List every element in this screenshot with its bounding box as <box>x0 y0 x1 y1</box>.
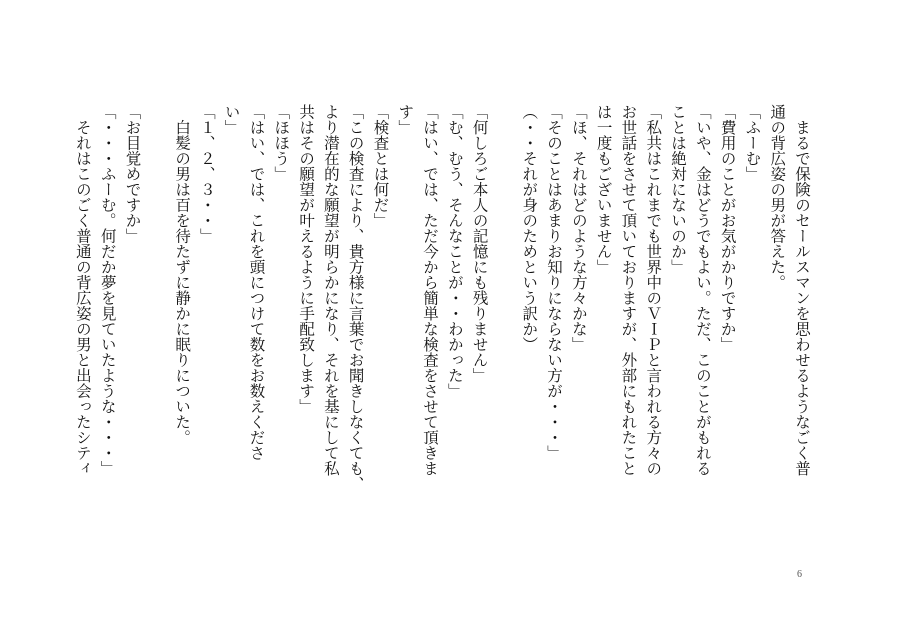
text-line: 「そのことはあまりお知りにならない方が・・・」 <box>545 104 564 461</box>
text-line: 「はい、では、これを頭につけて数をお数えくださ <box>247 104 266 461</box>
text-line: 通の背広姿の男が答えた。 <box>768 104 787 290</box>
vertical-text-block <box>70 104 814 574</box>
text-line: 「検査とは何だ」 <box>371 104 390 228</box>
text-line: 「私共はこれまでも世界中のＶＩＰと言われる方々の <box>644 104 663 476</box>
text-line: より潜在的な願望が明らかになり、それを基にして私 <box>321 104 340 476</box>
text-line: 「ふーむ」 <box>743 104 762 182</box>
text-line: （・・それが身のためという訳か） <box>520 104 539 352</box>
text-line: す」 <box>396 104 415 135</box>
text-line: 「費用のことがお気がかりですか」 <box>718 104 737 352</box>
text-line: 「お目覚めですか」 <box>123 104 142 244</box>
text-line: それはこのごく普通の背広姿の男と出会ったシティ <box>73 104 92 476</box>
page-number: 6 <box>797 569 802 580</box>
text-line: 共はその願望が叶えるように手配致します」 <box>297 104 316 414</box>
blank-line <box>492 104 517 574</box>
text-line: 白髪の男は百を待たずに静かに眠りについた。 <box>173 104 192 445</box>
text-line: 「この検査により、貴方様に言葉でお聞きしなくても、 <box>346 104 365 492</box>
text-line: 「１、２、３・・」 <box>197 104 216 244</box>
text-line: 「む、むう、そんなことが・・わかった」 <box>445 104 464 399</box>
text-line: 「いや、金はどうでもよい。ただ、このことがもれる <box>693 104 712 476</box>
text-line: お世話をさせて頂いておりますが、外部にもれたこと <box>619 104 638 476</box>
text-line: 「ほ、それはどのような方々かな」 <box>569 104 588 352</box>
text-line: 「・・・ふーむ。何だか夢を見ていたような・・・」 <box>98 104 117 476</box>
text-line: まるで保険のセールスマンを思わせるようなごく普 <box>793 104 811 476</box>
blank-line <box>144 104 169 574</box>
text-line: ことは絶対にないのか」 <box>669 104 688 275</box>
text-line: 「何しろご本人の記憶にも残りません」 <box>470 104 489 383</box>
text-line: い」 <box>222 104 241 135</box>
text-line: 「はい、では、ただ今から簡単な検査をさせて頂きま <box>421 104 440 476</box>
text-line: は一度もございません」 <box>594 104 613 275</box>
text-line: 「ほほう」 <box>272 104 291 182</box>
